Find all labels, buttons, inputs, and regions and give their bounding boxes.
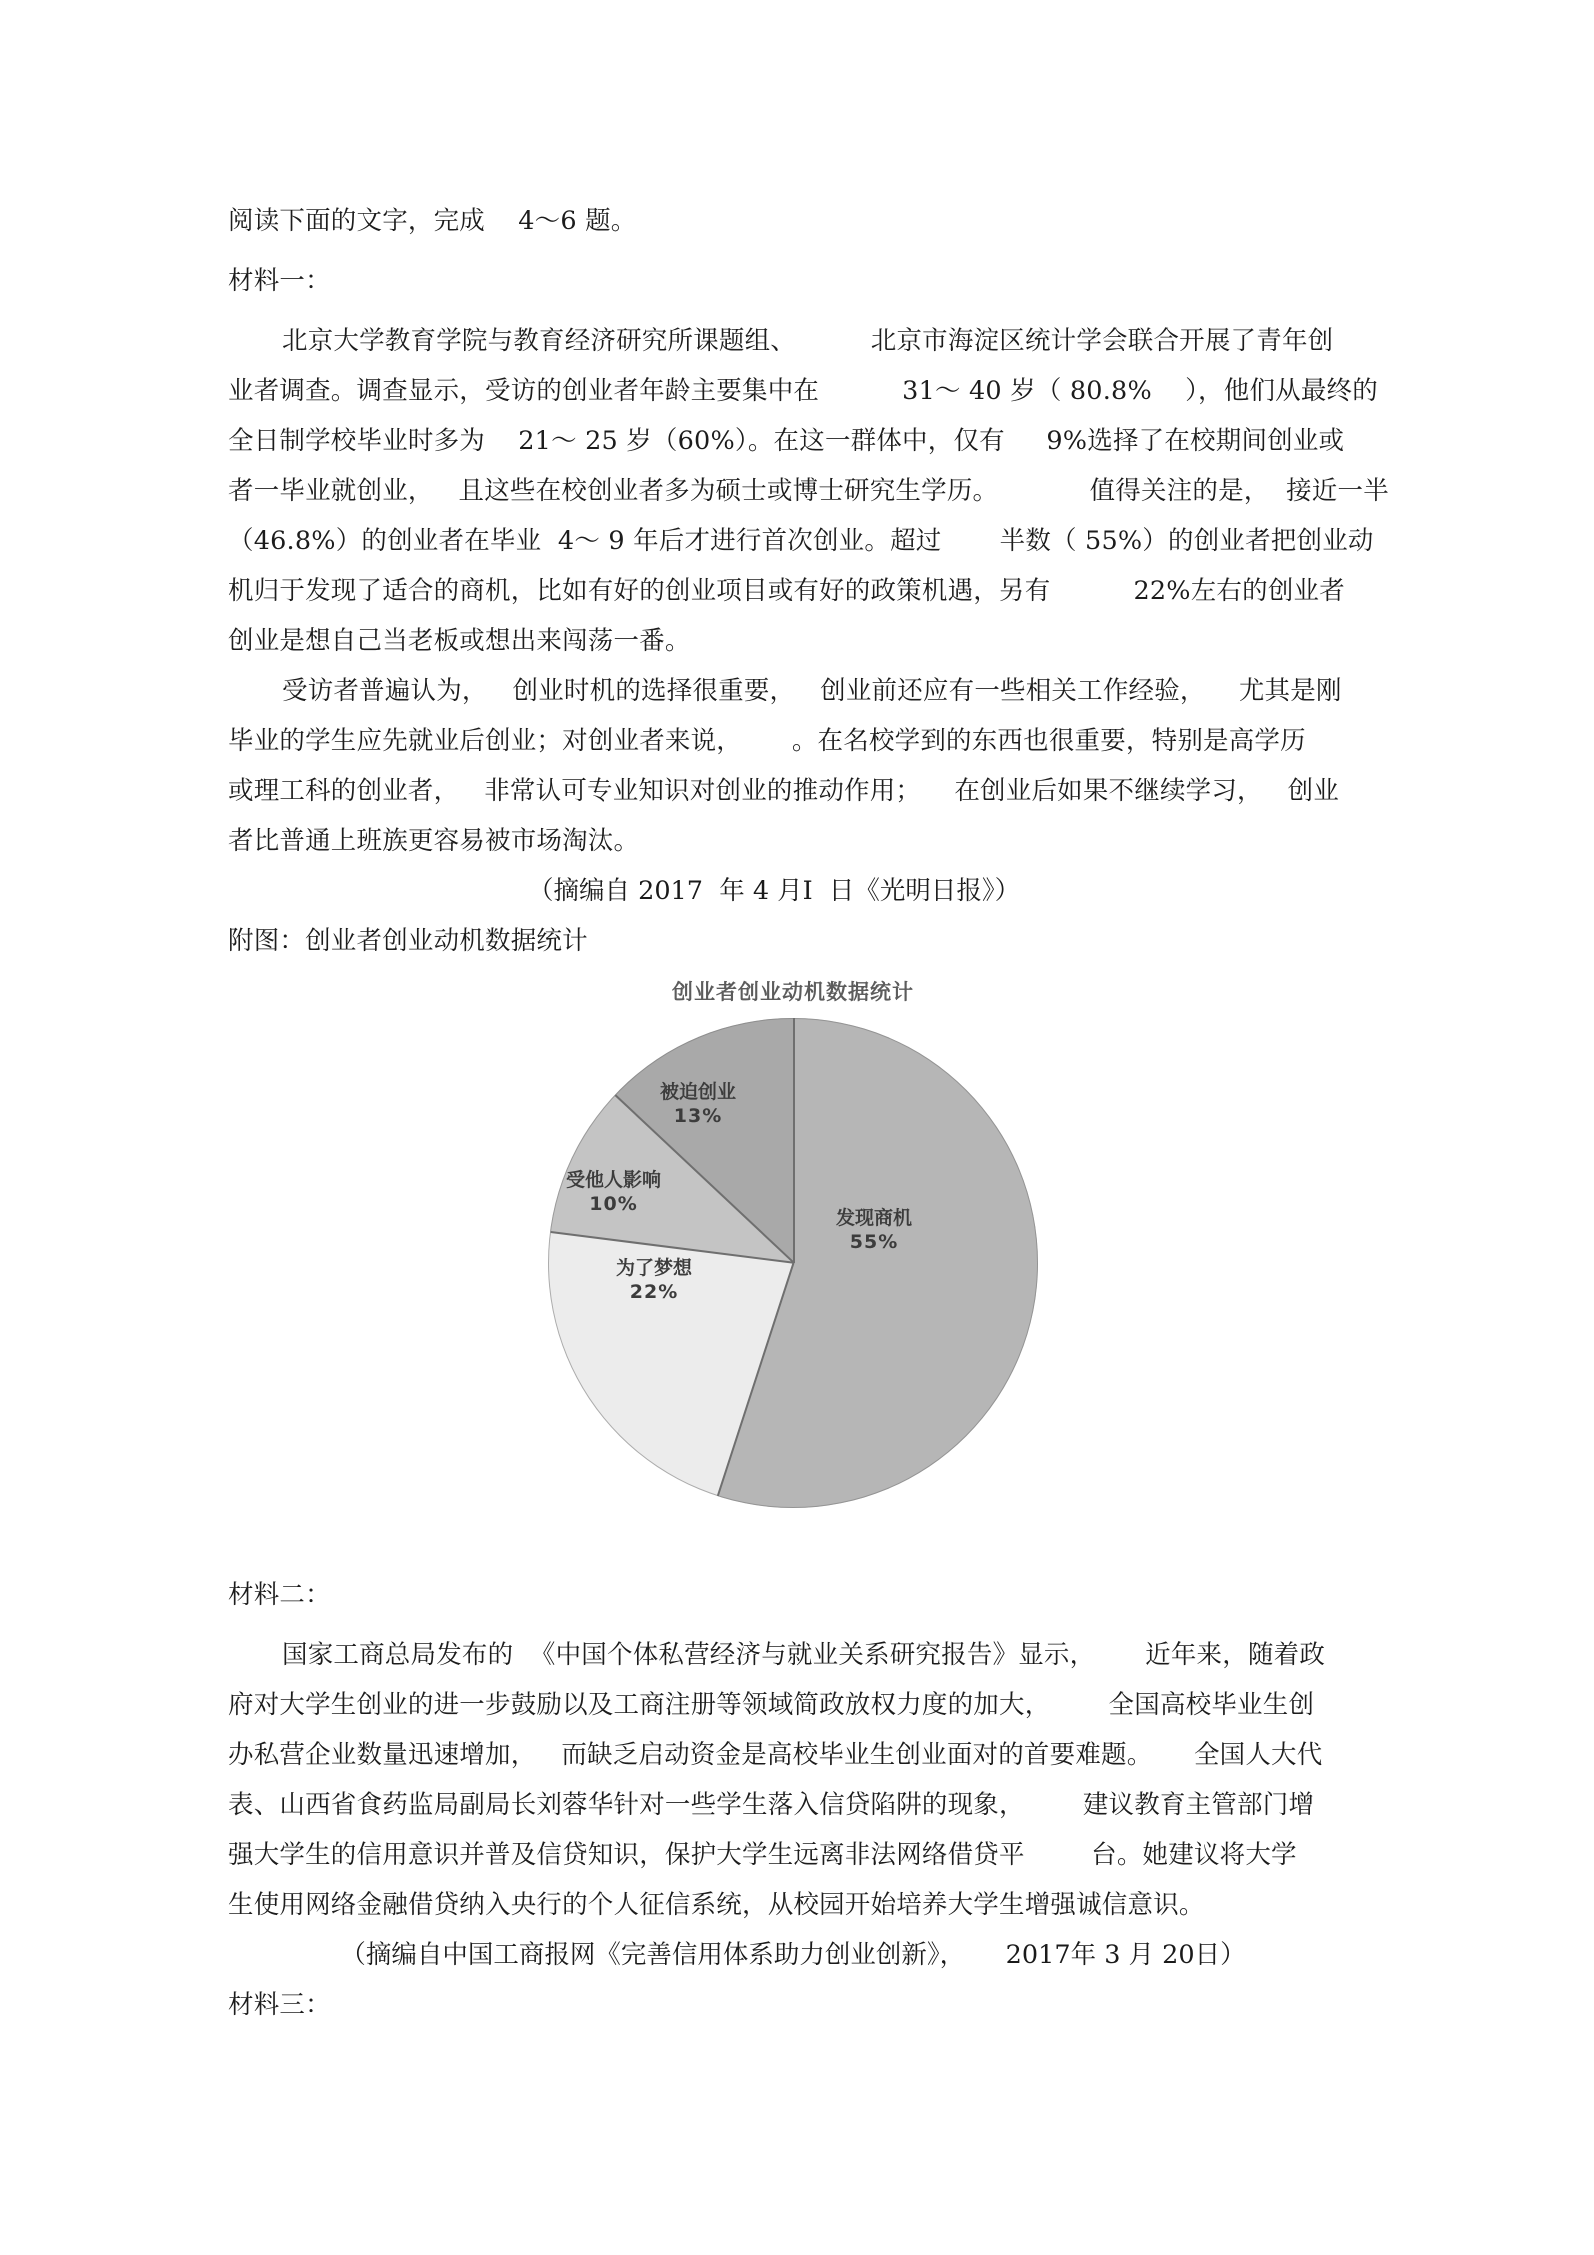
- material-two-line-4: 表、山西省食药监局副局长刘蓉华针对一些学生落入信贷陷阱的现象， 建议教育主管部门增: [228, 1790, 1315, 1820]
- material-one-p1-line-2: 业者调查。调查显示，受访的创业者年龄主要集中在 31～ 40 岁（ 80.8% ），他们从最终的: [228, 376, 1378, 406]
- pie-label-name: 发现商机: [836, 1207, 913, 1229]
- chart-title: 创业者创业动机数据统计: [672, 980, 914, 1004]
- material-two-line-1: 国家工商总局发布的 《中国个体私营经济与就业关系研究报告》显示， 近年来，随着政: [282, 1640, 1326, 1670]
- material-two-line-3: 办私营企业数量迅速增加， 而缺乏启动资金是高校毕业生创业面对的首要难题。 全国人大代: [228, 1740, 1323, 1770]
- material-one-p2-line-2: 毕业的学生应先就业后创业；对创业者来说， 。在名校学到的东西也很重要，特别是高学历: [228, 726, 1306, 756]
- material-three-heading: 材料三：: [228, 1990, 331, 2020]
- material-two-attribution: （摘编自中国工商报网《完善信用体系助力创业创新》， 2017年 3 月 20日）: [340, 1940, 1246, 1970]
- material-one-p1-line-4: 者一毕业就创业， 且这些在校创业者多为硕士或博士研究生学历。 值得关注的是， 接近一半: [228, 476, 1389, 506]
- material-one-attribution: （摘编自 2017 年 4 月Ⅰ 日《光明日报》）: [528, 876, 1021, 906]
- material-one-p1-line-5: （46.8%）的创业者在毕业 4～ 9 年后才进行首次创业。超过 半数（ 55%）的创业者把创业动: [228, 526, 1374, 556]
- pie-label-value: 13%: [673, 1105, 723, 1128]
- pie-slice-divider: [793, 1018, 795, 1263]
- reading-prompt: 阅读下面的文字，完成 4～6 题。: [228, 206, 637, 236]
- pie-label-value: 55%: [849, 1231, 899, 1254]
- material-one-p2-line-3: 或理工科的创业者， 非常认可专业知识对创业的推动作用； 在创业后如果不继续学习， 创业: [228, 776, 1340, 806]
- material-two-line-2: 府对大学生创业的进一步鼓励以及工商注册等领域简政放权力度的加大， 全国高校毕业生创: [228, 1690, 1315, 1720]
- figure-caption: 附图：创业者创业动机数据统计: [228, 926, 588, 956]
- material-one-p1-line-1: 北京大学教育学院与教育经济研究所课题组、 北京市海淀区统计学会联合开展了青年创: [282, 326, 1334, 356]
- material-two-line-6: 生使用网络金融借贷纳入央行的个人征信系统，从校园开始培养大学生增强诚信意识。: [228, 1890, 1205, 1920]
- pie-label-name: 被迫创业: [660, 1081, 737, 1103]
- material-one-heading: 材料一：: [228, 266, 331, 296]
- material-one-p1-line-3: 全日制学校毕业时多为 21～ 25 岁（60%）。在这一群体中，仅有 9%选择了在校期间创业或: [228, 426, 1345, 456]
- pie-label-value: 10%: [589, 1193, 638, 1216]
- pie-label-value: 22%: [629, 1281, 679, 1304]
- pie-label-name: 受他人影响: [566, 1169, 662, 1191]
- material-two-heading: 材料二：: [228, 1580, 331, 1610]
- material-one-p1-line-7: 创业是想自己当老板或想出来闯荡一番。: [228, 626, 691, 656]
- material-one-p2-line-4: 者比普通上班族更容易被市场淘汰。: [228, 826, 640, 856]
- material-two-line-5: 强大学生的信用意识并普及信贷知识，保护大学生远离非法网络借贷平 台。她建议将大学: [228, 1840, 1297, 1870]
- pie-chart: [548, 1018, 1038, 1508]
- entrepreneur-motivation-pie-figure: [228, 970, 1358, 1570]
- material-one-p2-line-1: 受访者普遍认为， 创业时机的选择很重要， 创业前还应有一些相关工作经验， 尤其是刚: [282, 676, 1342, 706]
- document-content: [228, 196, 1389, 2030]
- material-one-p1-line-6: 机归于发现了适合的商机，比如有好的创业项目或有好的政策机遇，另有 22%左右的创业者: [228, 576, 1345, 606]
- pie-label-name: 为了梦想: [616, 1257, 693, 1279]
